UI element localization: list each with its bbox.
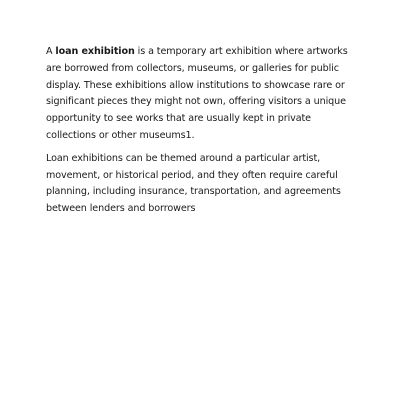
defined-term: loan exhibition [55,46,135,57]
paragraph-prefix: A [46,46,56,57]
paragraph-text: is a temporary art exhibition where artworks are borrowed from collectors, museums, or galleries for public display. These exhibitions allow institutions to showcase rare or significant pieces they might not own, offering visitors a unique opportunity to see works that are usually kept in private collections or other museums1. [46,46,348,141]
paragraph-details: Loan exhibitions can be themed around a particular artist, movement, or historical period, and they often require careful planning, including insurance, transportation, and agreements between lenders and borrowers [46,152,341,215]
document-body [46,44,358,218]
paragraph-definition [46,44,358,145]
